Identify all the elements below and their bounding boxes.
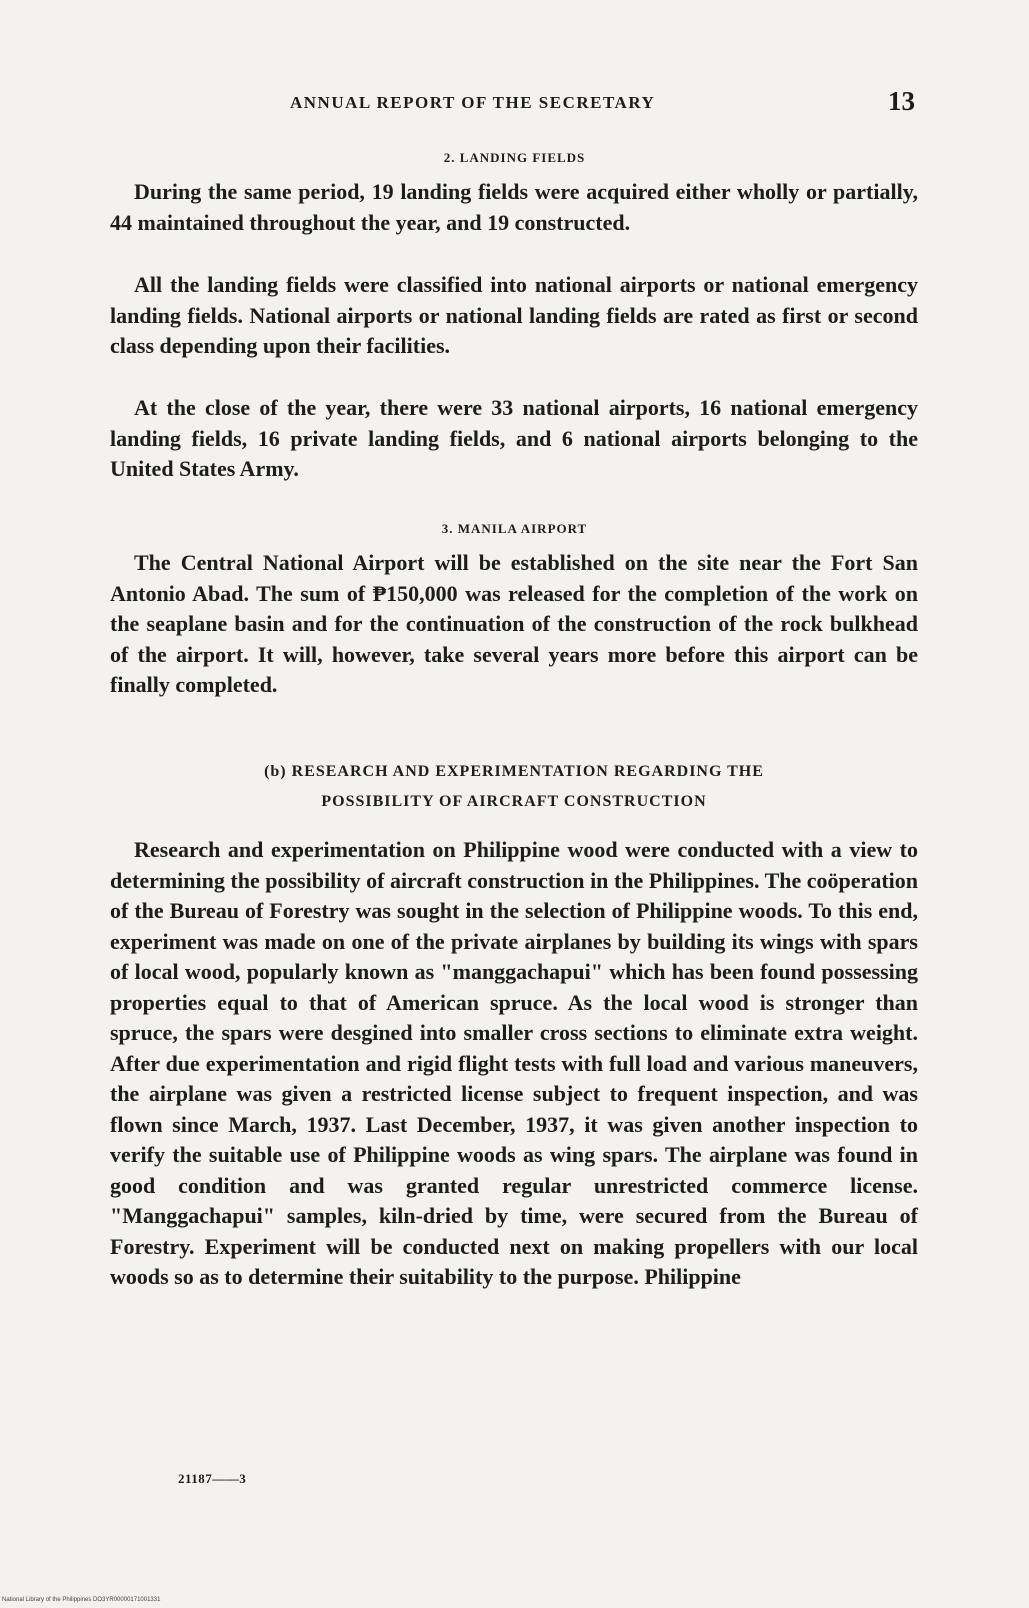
- page-number: 13: [888, 86, 915, 116]
- subheading-research-line-1: (b) RESEARCH AND EXPERIMENTATION REGARDING THE: [264, 763, 764, 780]
- paragraph-research: Research and experimentation on Philippine wood were conducted with a view to determining the possibility of aircraft construction in the Philippines. The coöperation of the Bureau of Forestry was sought in the selection of Philippine woods. To this end, experiment was made on one of the private airplanes by building its wings with spars of local wood, popularly known as "manggachapui" which has been found possessing properties equal to that of American spruce. As the local wood is stronger than spruce, the spars were desgined into smaller cross sections to eliminate extra weight. After due experimentation and rigid flight tests with full load and various maneuvers, the airplane was given a restricted license subject to frequent inspection, and was flown since March, 1937. Last December, 1937, it was given another inspection to verify the suitable use of Philippine woods as wing spars. The airplane was found in good condition and was granted regular unrestricted commerce license. "Manggachapui" samples, kiln-dried by time, were secured from the Bureau of Forestry. Experiment will be conducted next on making propellers with our local woods so as to determine their suitability to the purpose. Philippine: [110, 837, 918, 1289]
- section-heading-landing-fields: 2. LANDING FIELDS: [443, 150, 586, 165]
- subheading-research-line-2: POSSIBILITY OF AIRCRAFT CONSTRUCTION: [321, 793, 707, 810]
- footer-credit-line: National Library of the Philippines DO3YR00000171001331: [2, 1597, 161, 1603]
- paragraph-landing-fields-3: At the close of the year, there were 33 national airports, 16 national emergency landing fields, 16 private landing fields, and 6 national airports belonging to the United States Army.: [110, 395, 918, 481]
- running-header-title: ANNUAL REPORT OF THE SECRETARY: [290, 93, 656, 112]
- signature-mark: 21187——3: [178, 1471, 247, 1486]
- paragraph-landing-fields-1: During the same period, 19 landing fields were acquired either wholly or partially, 44 maintained throughout the year, and 19 constructed.: [110, 179, 918, 235]
- paragraph-landing-fields-2: All the landing fields were classified into national airports or national emergency landing fields. National airports or national landing fields are rated as first or second class depending upon their facilities.: [110, 272, 918, 358]
- section-heading-manila-airport: 3. MANILA AIRPORT: [441, 521, 588, 536]
- paragraph-manila-airport: The Central National Airport will be established on the site near the Fort San Antonio Abad. The sum of ₱150,000 was released for the completion of the work on the seaplane basin and for the continuation of the construction of the rock bulkhead of the airport. It will, however, take several years more before this airport can be finally completed.: [110, 550, 918, 697]
